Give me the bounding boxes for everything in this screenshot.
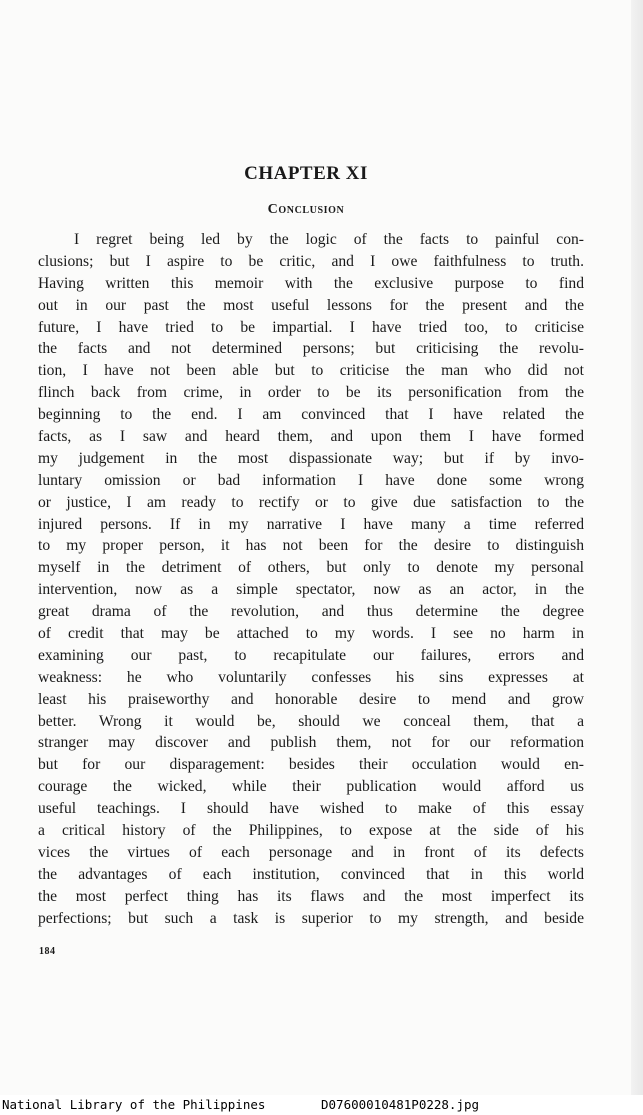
section-title: Conclusion [267, 202, 345, 217]
text-line: least his praiseworthy and honorable desire to mend and grow [38, 690, 584, 708]
text-line: courage the wicked, while their publication would afford us [38, 778, 584, 796]
text-line: luntary omission or bad information I have done some wrong [38, 471, 584, 489]
text-line: future, I have tried to be impartial. I have tried too, to criticise [38, 318, 584, 336]
text-line: clusions; but I aspire to be critic, and I owe faithfulness to truth. [38, 252, 584, 270]
text-line: flinch back from crime, in order to be its personification from the [38, 384, 584, 402]
text-line: beginning to the end. I am convinced that I have related the [38, 406, 584, 424]
text-line: a critical history of the Philippines, to expose at the side of his [38, 822, 584, 840]
text-line: the advantages of each institution, convinced that in this world [38, 865, 584, 883]
page-edge-shadow [631, 0, 643, 1095]
chapter-title: CHAPTER XI [244, 163, 368, 184]
text-line: of credit that may be attached to my words. I see no harm in [38, 625, 584, 643]
text-line: vices the virtues of each personage and in front of its defects [38, 843, 584, 861]
footer-bar [0, 1095, 643, 1115]
text-line: my judgement in the most dispassionate way; but if by invo- [38, 449, 584, 467]
text-line: Having written this memoir with the exclusive purpose to find [38, 274, 584, 292]
text-line: stranger may discover and publish them, not for our reformation [38, 734, 584, 752]
text-line: perfections; but such a task is superior to my strength, and beside [38, 909, 584, 927]
text-line: intervention, now as a simple spectator, now as an actor, in the [38, 581, 584, 599]
text-line: injured persons. If in my narrative I have many a time referred [38, 515, 584, 533]
text-line: I regret being led by the logic of the facts to painful con- [74, 231, 584, 248]
text-line: useful teachings. I should have wished to make of this essay [38, 800, 584, 818]
text-line: better. Wrong it would be, should we conceal them, that a [38, 712, 584, 730]
text-line: tion, I have not been able but to criticise the man who did not [38, 362, 584, 380]
text-line: the most perfect thing has its flaws and the most imperfect its [38, 887, 584, 905]
text-line: the facts and not determined persons; but criticising the revolu- [38, 340, 584, 358]
text-line: but for our disparagement: besides their occulation would en- [38, 756, 584, 774]
text-line: or justice, I am ready to rectify or to give due satisfaction to the [38, 493, 584, 511]
text-line: myself in the detriment of others, but only to denote my personal [38, 559, 584, 577]
text-line: facts, as I saw and heard them, and upon them I have formed [38, 428, 584, 446]
footer-filename: D07600010481P0228.jpg [321, 1097, 480, 1112]
page-number: 184 [39, 946, 56, 957]
text-line: examining our past, to recapitulate our failures, errors and [38, 646, 584, 664]
text-line: great drama of the revolution, and thus determine the degree [38, 603, 584, 621]
text-line: out in our past the most useful lessons for the present and the [38, 296, 584, 314]
footer-library-label: National Library of the Philippines [2, 1097, 266, 1112]
text-line: weakness: he who voluntarily confesses his sins expresses at [38, 668, 584, 686]
text-line: to my proper person, it has not been for the desire to distinguish [38, 537, 584, 555]
body-paragraph [38, 229, 584, 930]
